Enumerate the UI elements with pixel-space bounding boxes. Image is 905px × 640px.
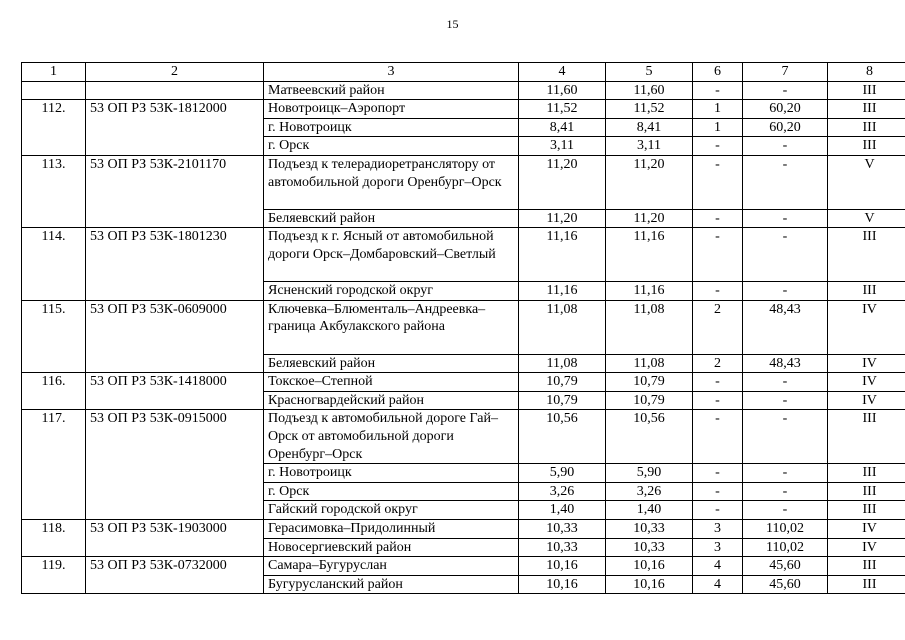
category-col8: III [828, 118, 905, 137]
road-name: Бугурусланский район [264, 575, 519, 594]
road-name: Новосергиевский район [264, 538, 519, 557]
column-header: 8 [828, 63, 905, 82]
road-name: Токское–Степной [264, 373, 519, 392]
road-code: 53 ОП РЗ 53К-0732000 [86, 557, 264, 594]
value-col6: - [693, 228, 743, 282]
category-col8: IV [828, 391, 905, 410]
value-col4: 3,26 [519, 482, 606, 501]
value-col6: - [693, 282, 743, 301]
row-number: 119. [22, 557, 86, 594]
road-code: 53 ОП РЗ 53К-1812000 [86, 100, 264, 156]
category-col8: IV [828, 538, 905, 557]
value-col4: 5,90 [519, 464, 606, 483]
value-col7: 110,02 [743, 519, 828, 538]
value-col4: 11,08 [519, 354, 606, 373]
table-row [22, 81, 905, 100]
road-code: 53 ОП РЗ 53К-0609000 [86, 300, 264, 372]
value-col6: 2 [693, 354, 743, 373]
column-header: 6 [693, 63, 743, 82]
value-col7: - [743, 373, 828, 392]
value-col7: - [743, 464, 828, 483]
category-col8: III [828, 282, 905, 301]
road-name: г. Новотроицк [264, 464, 519, 483]
value-col6: 1 [693, 118, 743, 137]
row-number: 112. [22, 100, 86, 156]
category-col8: III [828, 482, 905, 501]
value-col4: 11,20 [519, 155, 606, 209]
value-col5: 10,16 [606, 557, 693, 576]
road-name: Новотроицк–Аэропорт [264, 100, 519, 119]
value-col6: - [693, 373, 743, 392]
value-col5: 3,26 [606, 482, 693, 501]
value-col7: - [743, 137, 828, 156]
value-col4: 11,52 [519, 100, 606, 119]
road-code: 53 ОП РЗ 53К-1903000 [86, 519, 264, 556]
value-col5: 10,16 [606, 575, 693, 594]
road-name: Герасимовка–Придолинный [264, 519, 519, 538]
value-col5: 8,41 [606, 118, 693, 137]
value-col7: - [743, 228, 828, 282]
header-row [22, 63, 905, 82]
road-code: 53 ОП РЗ 53К-1418000 [86, 373, 264, 410]
value-col4: 3,11 [519, 137, 606, 156]
value-col5: 10,79 [606, 373, 693, 392]
road-name: Подъезд к г. Ясный от автомобильной дороги Орск–Домбаровский–Светлый [264, 228, 519, 282]
row-number: 117. [22, 410, 86, 520]
category-col8: III [828, 557, 905, 576]
value-col7: 110,02 [743, 538, 828, 557]
column-header: 5 [606, 63, 693, 82]
value-col4: 10,16 [519, 575, 606, 594]
value-col4: 10,79 [519, 373, 606, 392]
value-col5: 11,52 [606, 100, 693, 119]
row-number: 118. [22, 519, 86, 556]
value-col7: - [743, 209, 828, 228]
value-col6: - [693, 391, 743, 410]
table-row [22, 410, 905, 464]
value-col7: 45,60 [743, 557, 828, 576]
row-number [22, 81, 86, 100]
table-row [22, 300, 905, 354]
road-name: Матвеевский район [264, 81, 519, 100]
value-col7: - [743, 501, 828, 520]
road-name: Самара–Бугуруслан [264, 557, 519, 576]
table-row [22, 519, 905, 538]
value-col4: 11,16 [519, 228, 606, 282]
value-col6: - [693, 410, 743, 464]
value-col6: - [693, 501, 743, 520]
category-col8: III [828, 464, 905, 483]
value-col5: 3,11 [606, 137, 693, 156]
value-col4: 10,56 [519, 410, 606, 464]
value-col5: 10,33 [606, 538, 693, 557]
value-col6: - [693, 482, 743, 501]
category-col8: III [828, 410, 905, 464]
value-col4: 10,79 [519, 391, 606, 410]
category-col8: V [828, 155, 905, 209]
value-col4: 1,40 [519, 501, 606, 520]
row-number: 113. [22, 155, 86, 227]
value-col5: 10,33 [606, 519, 693, 538]
table-row [22, 557, 905, 576]
value-col6: 4 [693, 575, 743, 594]
value-col5: 11,20 [606, 155, 693, 209]
value-col4: 10,16 [519, 557, 606, 576]
value-col5: 10,56 [606, 410, 693, 464]
value-col7: 60,20 [743, 118, 828, 137]
table-row [22, 100, 905, 119]
value-col4: 11,60 [519, 81, 606, 100]
value-col6: - [693, 81, 743, 100]
value-col6: 1 [693, 100, 743, 119]
value-col5: 11,08 [606, 354, 693, 373]
road-name: Гайский городской округ [264, 501, 519, 520]
road-name: Ясненский городской округ [264, 282, 519, 301]
row-number: 115. [22, 300, 86, 372]
value-col5: 11,08 [606, 300, 693, 354]
value-col4: 11,16 [519, 282, 606, 301]
value-col5: 11,60 [606, 81, 693, 100]
road-name: г. Орск [264, 482, 519, 501]
value-col4: 8,41 [519, 118, 606, 137]
value-col7: 48,43 [743, 354, 828, 373]
road-name: Беляевский район [264, 354, 519, 373]
category-col8: IV [828, 519, 905, 538]
category-col8: III [828, 228, 905, 282]
category-col8: III [828, 575, 905, 594]
road-name: Подъезд к автомобильной дороге Гай–Орск от автомобильной дороги Оренбург–Орск [264, 410, 519, 464]
road-code [86, 81, 264, 100]
page-number: 15 [446, 17, 459, 31]
category-col8: V [828, 209, 905, 228]
value-col7: - [743, 81, 828, 100]
category-col8: III [828, 100, 905, 119]
value-col6: 3 [693, 519, 743, 538]
road-name: Ключевка–Блюменталь–Андреевка–граница Акбулакского района [264, 300, 519, 354]
value-col5: 1,40 [606, 501, 693, 520]
road-name: Беляевский район [264, 209, 519, 228]
value-col5: 10,79 [606, 391, 693, 410]
table-row [22, 228, 905, 282]
road-code: 53 ОП РЗ 53К-2101170 [86, 155, 264, 227]
value-col6: - [693, 137, 743, 156]
value-col6: - [693, 464, 743, 483]
table-row [22, 155, 905, 209]
road-code: 53 ОП РЗ 53К-0915000 [86, 410, 264, 520]
value-col5: 5,90 [606, 464, 693, 483]
value-col7: 48,43 [743, 300, 828, 354]
road-name: г. Орск [264, 137, 519, 156]
value-col6: 2 [693, 300, 743, 354]
road-name: Подъезд к телерадиоретранслятору от автомобильной дороги Оренбург–Орск [264, 155, 519, 209]
value-col7: 45,60 [743, 575, 828, 594]
category-col8: III [828, 137, 905, 156]
value-col6: - [693, 155, 743, 209]
value-col5: 11,16 [606, 228, 693, 282]
roads-table [21, 62, 905, 594]
road-name: Красногвардейский район [264, 391, 519, 410]
value-col7: - [743, 282, 828, 301]
value-col6: - [693, 209, 743, 228]
value-col5: 11,16 [606, 282, 693, 301]
column-header: 3 [264, 63, 519, 82]
value-col6: 3 [693, 538, 743, 557]
value-col4: 10,33 [519, 519, 606, 538]
value-col7: 60,20 [743, 100, 828, 119]
category-col8: IV [828, 354, 905, 373]
value-col4: 10,33 [519, 538, 606, 557]
column-header: 7 [743, 63, 828, 82]
road-code: 53 ОП РЗ 53К-1801230 [86, 228, 264, 300]
value-col4: 11,08 [519, 300, 606, 354]
value-col7: - [743, 391, 828, 410]
category-col8: IV [828, 373, 905, 392]
column-header: 4 [519, 63, 606, 82]
row-number: 114. [22, 228, 86, 300]
value-col6: 4 [693, 557, 743, 576]
column-header: 2 [86, 63, 264, 82]
category-col8: III [828, 81, 905, 100]
category-col8: IV [828, 300, 905, 354]
row-number: 116. [22, 373, 86, 410]
value-col7: - [743, 155, 828, 209]
value-col4: 11,20 [519, 209, 606, 228]
value-col7: - [743, 410, 828, 464]
value-col5: 11,20 [606, 209, 693, 228]
category-col8: III [828, 501, 905, 520]
road-name: г. Новотроицк [264, 118, 519, 137]
column-header: 1 [22, 63, 86, 82]
value-col7: - [743, 482, 828, 501]
table-row [22, 373, 905, 392]
